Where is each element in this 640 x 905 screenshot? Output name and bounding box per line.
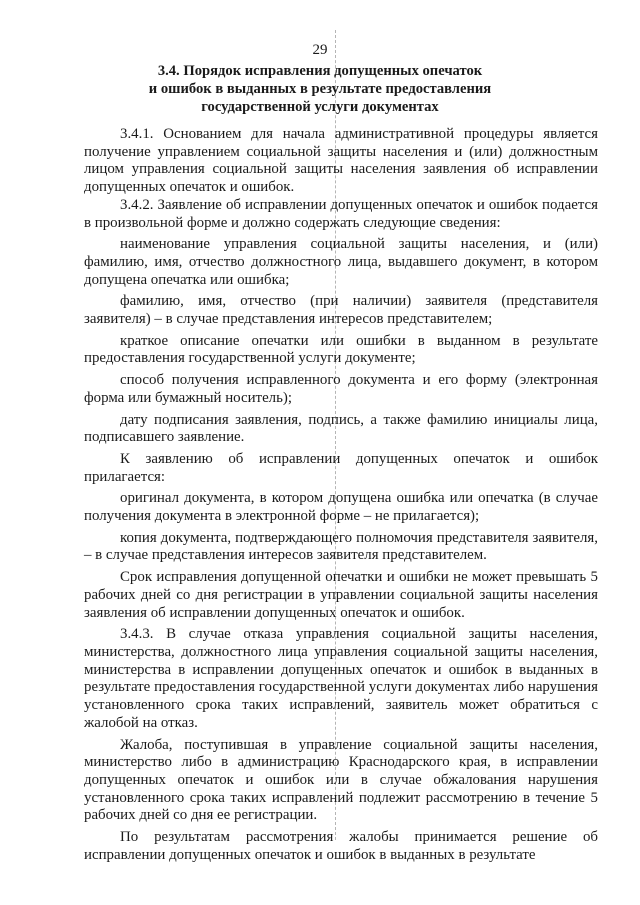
paragraph-attachments: К заявлению об исправлении допущенных опечаток и ошибок прилагается: [84, 450, 598, 485]
paragraph-item: копия документа, подтверждающего полномочия представителя заявителя, – в случае представления интересов заявителя представителем. [84, 529, 598, 564]
document-body [84, 126, 598, 864]
paragraph-item: наименование управления социальной защиты населения, и (или) фамилию, имя, отчество должностного лица, выдавшего документ, в котором допущена опечатка или ошибка; [84, 236, 598, 288]
section-heading [120, 62, 520, 116]
heading-line: государственной услуги документах [201, 99, 439, 115]
paragraph-deadline: Срок исправления допущенной опечатки и ошибки не может превышать 5 рабочих дней со дня регистрации в управлении социальной защиты населения заявления об исправлении допущенных опечаток и ошибок. [84, 569, 598, 621]
paragraph-item: оригинал документа, в котором допущена ошибка или опечатка (в случае получения документа в электронной форме – не прилагается); [84, 490, 598, 525]
heading-line: 3.4. Порядок исправления допущенных опечаток [157, 63, 483, 79]
paragraph-3-4-2: 3.4.2. Заявление об исправлении допущенных опечаток и ошибок подается в произвольной форме и должно содержать следующие сведения: [84, 196, 598, 231]
paragraph-item: дату подписания заявления, подпись, а также фамилию инициалы лица, подписавшего заявление. [84, 411, 598, 446]
paragraph-item: краткое описание опечатки или ошибки в выданном в результате предоставления государственной услуги документе; [84, 332, 598, 367]
heading-line: и ошибок в выданных в результате предоставления [148, 81, 492, 97]
paragraph-item: способ получения исправленного документа и его форму (электронная форма или бумажный носитель); [84, 372, 598, 406]
page-number: 29 [312, 42, 328, 58]
paragraph-3-4-1: 3.4.1. Основанием для начала административной процедуры является получение управлением социальной защиты населения и (или) должностным лицом управления социальной защиты населения заявления об исправлении допущенных опечаток и ошибок. [84, 126, 598, 196]
paragraph-3-4-3: 3.4.3. В случае отказа управления социальной защиты населения, министерства, должностного лица управления социальной защиты населения, министерства в исправлении допущенных опечаток и ошибок в выданных в результате предоставления государственной услуги документах либо нарушения установленного срока таких исправлений, заявитель может обратиться с жалобой на отказ. [84, 626, 598, 731]
paragraph-complaint: Жалоба, поступившая в управление социальной защиты населения, министерство либо в администрацию Краснодарского края, в исправлении допущенных опечаток и ошибок или в случае обжалования нарушения установленного срока таких исправлений подлежит рассмотрению в течение 5 рабочих дней со дня ее регистрации. [84, 736, 598, 824]
paragraph-item: фамилию, имя, отчество (при наличии) заявителя (представителя заявителя) – в случае представления интересов представителем; [84, 293, 598, 328]
paragraph-decision: По результатам рассмотрения жалобы принимается решение об исправлении допущенных опечаток и ошибок в выданных в результате [84, 829, 598, 863]
